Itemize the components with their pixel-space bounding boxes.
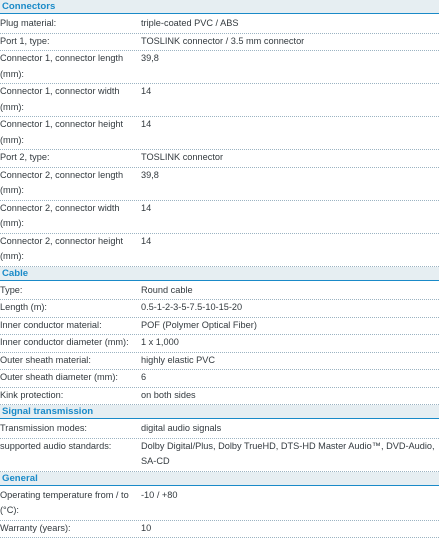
- spec-value: TOSLINK connector: [141, 150, 439, 166]
- spec-row: [0, 335, 439, 353]
- spec-row: [0, 421, 439, 439]
- spec-label: Connector 1, connector width (mm):: [0, 84, 141, 115]
- spec-row: [0, 150, 439, 168]
- spec-row: [0, 318, 439, 336]
- spec-label: Warranty (years):: [0, 521, 141, 537]
- spec-label: Outer sheath diameter (mm):: [0, 370, 141, 386]
- spec-value: 39,8: [141, 168, 439, 199]
- spec-value: digital audio signals: [141, 421, 439, 437]
- spec-value: highly elastic PVC: [141, 353, 439, 369]
- spec-value: 10: [141, 521, 439, 537]
- spec-row: [0, 201, 439, 234]
- spec-label: Length (m):: [0, 300, 141, 316]
- spec-label: Type:: [0, 283, 141, 299]
- spec-row: [0, 283, 439, 301]
- spec-label: Connector 1, connector height (mm):: [0, 117, 141, 148]
- spec-label: Connector 2, connector width (mm):: [0, 201, 141, 232]
- spec-label: Transmission modes:: [0, 421, 141, 437]
- spec-row: [0, 300, 439, 318]
- spec-label: Plug material:: [0, 16, 141, 32]
- spec-row: [0, 84, 439, 117]
- section-heading: General: [0, 472, 439, 486]
- spec-value: 6: [141, 370, 439, 386]
- spec-label: Connector 1, connector length (mm):: [0, 51, 141, 82]
- section-heading: Cable: [0, 267, 439, 281]
- spec-label: Inner conductor material:: [0, 318, 141, 334]
- spec-row: [0, 117, 439, 150]
- spec-value: POF (Polymer Optical Fiber): [141, 318, 439, 334]
- spec-row: [0, 388, 439, 406]
- section-heading: Signal transmission: [0, 405, 439, 419]
- section-heading: Connectors: [0, 0, 439, 14]
- spec-row: [0, 439, 439, 472]
- spec-value: Dolby Digital/Plus, Dolby TrueHD, DTS-HD Master Audio™, DVD-Audio, SA-CD: [141, 439, 439, 470]
- spec-value: 14: [141, 234, 439, 265]
- spec-label: Connector 2, connector length (mm):: [0, 168, 141, 199]
- spec-value: 14: [141, 117, 439, 148]
- spec-value: 14: [141, 201, 439, 232]
- spec-label: Operating temperature from / to (°C):: [0, 488, 141, 519]
- spec-value: 14: [141, 84, 439, 115]
- spec-row: [0, 353, 439, 371]
- spec-label: Connector 2, connector height (mm):: [0, 234, 141, 265]
- spec-row: [0, 168, 439, 201]
- spec-value: TOSLINK connector / 3.5 mm connector: [141, 34, 439, 50]
- spec-row: [0, 16, 439, 34]
- spec-row: [0, 370, 439, 388]
- spec-label: Port 2, type:: [0, 150, 141, 166]
- spec-row: [0, 234, 439, 267]
- spec-label: Inner conductor diameter (mm):: [0, 335, 141, 351]
- spec-row: [0, 51, 439, 84]
- spec-row: [0, 521, 439, 538]
- spec-value: on both sides: [141, 388, 439, 404]
- spec-label: Outer sheath material:: [0, 353, 141, 369]
- spec-row: [0, 34, 439, 52]
- spec-value: 39,8: [141, 51, 439, 82]
- spec-value: Round cable: [141, 283, 439, 299]
- spec-label: Kink protection:: [0, 388, 141, 404]
- spec-value: -10 / +80: [141, 488, 439, 519]
- spec-value: 0.5-1-2-3-5-7.5-10-15-20: [141, 300, 439, 316]
- spec-row: [0, 488, 439, 521]
- spec-value: triple-coated PVC / ABS: [141, 16, 439, 32]
- spec-label: supported audio standards:: [0, 439, 141, 470]
- spec-label: Port 1, type:: [0, 34, 141, 50]
- spec-value: 1 x 1,000: [141, 335, 439, 351]
